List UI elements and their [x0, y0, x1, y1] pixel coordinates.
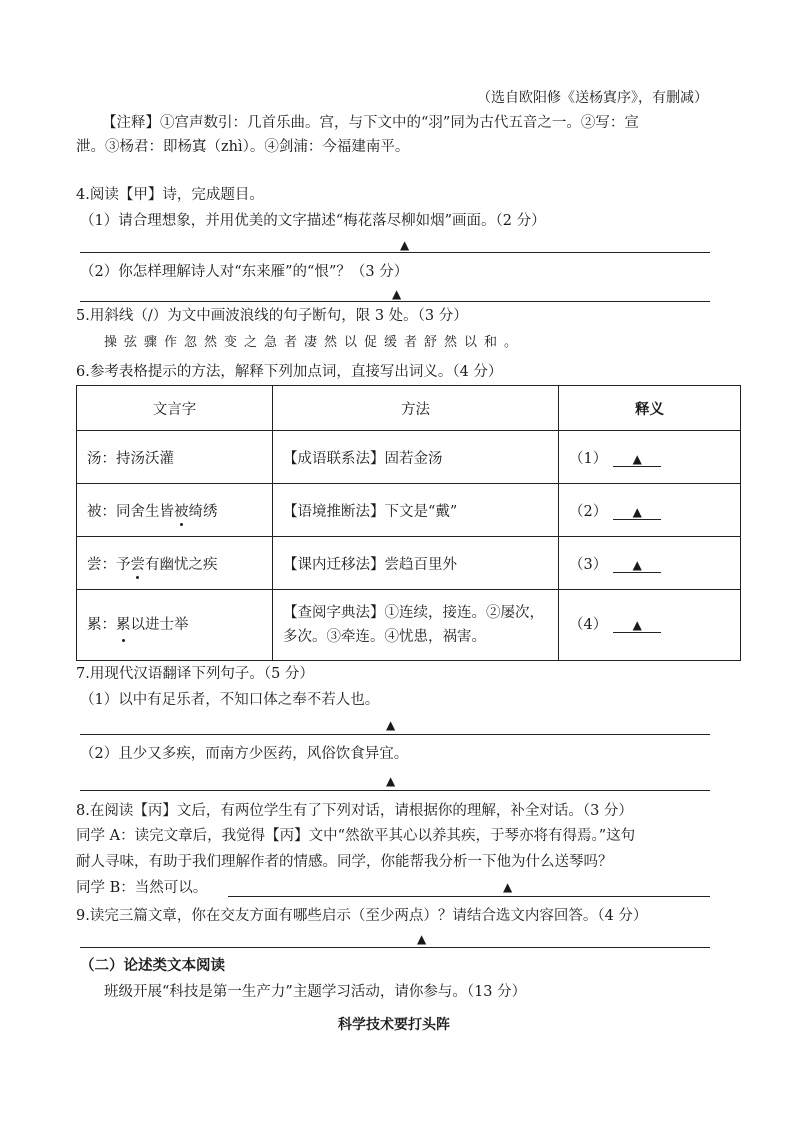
section-heading: （二）论述类文本阅读 — [80, 957, 225, 974]
q8-line4: 同学 B：当然可以。 — [76, 880, 208, 896]
q7-sub2: （2）且少又多疾，而南方少医药，风俗饮食异宜。 — [80, 746, 409, 762]
table-cell-method: 【成语联系法】固若金汤 — [273, 431, 559, 484]
answer-mark: ▲ — [417, 932, 427, 946]
source-citation: （选自欧阳修《送杨寘序》，有删减） — [477, 90, 708, 106]
table-cell-answer[interactable]: （3） ▲ — [559, 537, 741, 590]
q7-sub1: （1）以中有足乐者，不知口体之奉不若人也。 — [80, 692, 380, 708]
table-cell-method: 【查阅字典法】①连续，接连。②屡次， 多次。③牵连。④忧患，祸害。 — [273, 590, 559, 661]
dotted-char: 尝 — [131, 553, 146, 574]
table-cell-word: 尝：予尝有幽忧之疾 — [77, 537, 273, 590]
q4-stem: 4.阅读【甲】诗，完成题目。 — [76, 187, 264, 203]
table-cell-answer[interactable]: （1） ▲ — [559, 431, 741, 484]
note-line-2: 泄。③杨君：即杨寘（zhì）。④剑浦：今福建南平。 — [76, 139, 410, 155]
answer-mark: ▲ — [400, 238, 410, 252]
q4-sub1: （1）请合理想象，并用优美的文字描述“梅花落尽柳如烟”画面。（2 分） — [80, 213, 546, 229]
answer-mark: ▲ — [392, 287, 402, 301]
section-intro: 班级开展“科技是第一生产力”主题学习活动，请你参与。（13 分） — [104, 984, 527, 1000]
table-cell-answer[interactable]: （2） ▲ — [559, 484, 741, 537]
q6-stem: 6.参考表格提示的方法，解释下列加点词，直接写出词义。（4 分） — [76, 364, 503, 380]
answer-mark: ▲ — [503, 880, 513, 894]
answer-line[interactable] — [80, 252, 710, 253]
note-line-1: 【注释】①宫声数引：几首乐曲。宫，与下文中的“羽”同为古代五音之一。②写：宣 — [102, 115, 639, 131]
table-cell-word: 汤：持汤沃灌 — [77, 431, 273, 484]
answer-line[interactable] — [80, 734, 710, 735]
table-cell-answer[interactable]: （4） ▲ — [559, 590, 741, 661]
table-cell-word: 累：累以进士举 — [77, 590, 273, 661]
answer-blank[interactable]: ▲ — [613, 452, 661, 467]
answer-mark: ▲ — [386, 774, 396, 788]
q8-line3: 耐人寻味，有助于我们理解作者的情感。同学，你能帮我分析一下他为什么送琴吗？ — [76, 854, 613, 870]
table-row — [77, 484, 741, 537]
dotted-char: 累 — [116, 613, 131, 637]
answer-blank[interactable]: ▲ — [613, 618, 661, 633]
table-cell-method: 【课内迁移法】尝趋百里外 — [273, 537, 559, 590]
table-row — [77, 431, 741, 484]
q9-stem: 9.读完三篇文章，你在交友方面有哪些启示（至少两点）？请结合选文内容回答。（4 分） — [76, 908, 648, 924]
answer-line[interactable] — [80, 790, 710, 791]
table-cell-word: 被：同舍生皆被绮绣 — [77, 484, 273, 537]
table-cell-method: 【语境推断法】下文是“戴” — [273, 484, 559, 537]
q8-stem: 8.在阅读【丙】文后，有两位学生有了下列对话，请根据你的理解，补全对话。（3 分） — [76, 803, 633, 819]
table-header-meaning: 释义 — [559, 386, 741, 431]
table-row — [77, 537, 741, 590]
table-header-word: 文言字 — [77, 386, 273, 431]
answer-line[interactable] — [228, 896, 710, 897]
q8-line2: 同学 A：读完文章后，我觉得【丙】文中“然欲平其心以养其疾，于琴亦将有得焉。”这句 — [76, 828, 636, 844]
q7-stem: 7.用现代汉语翻译下列句子。（5 分） — [76, 666, 314, 682]
q5-stem: 5.用斜线（/）为文中画波浪线的句子断句，限 3 处。（3 分） — [76, 308, 468, 324]
q6-table — [76, 385, 741, 661]
q4-sub2: （2）你怎样理解诗人对“东来雁”的“恨”？（3 分） — [80, 264, 409, 280]
dotted-char: 被 — [174, 500, 189, 521]
answer-blank[interactable]: ▲ — [613, 558, 661, 573]
answer-line[interactable] — [80, 947, 710, 948]
article-title: 科学技术要打头阵 — [338, 1017, 450, 1033]
q5-sentence: 操弦骤作忽然变之急者凄然以促缓者舒然以和。 — [104, 335, 525, 350]
answer-line[interactable] — [80, 301, 710, 302]
table-header-method: 方法 — [273, 386, 559, 431]
table-row — [77, 590, 741, 661]
answer-blank[interactable]: ▲ — [613, 505, 661, 520]
answer-mark: ▲ — [386, 718, 396, 732]
